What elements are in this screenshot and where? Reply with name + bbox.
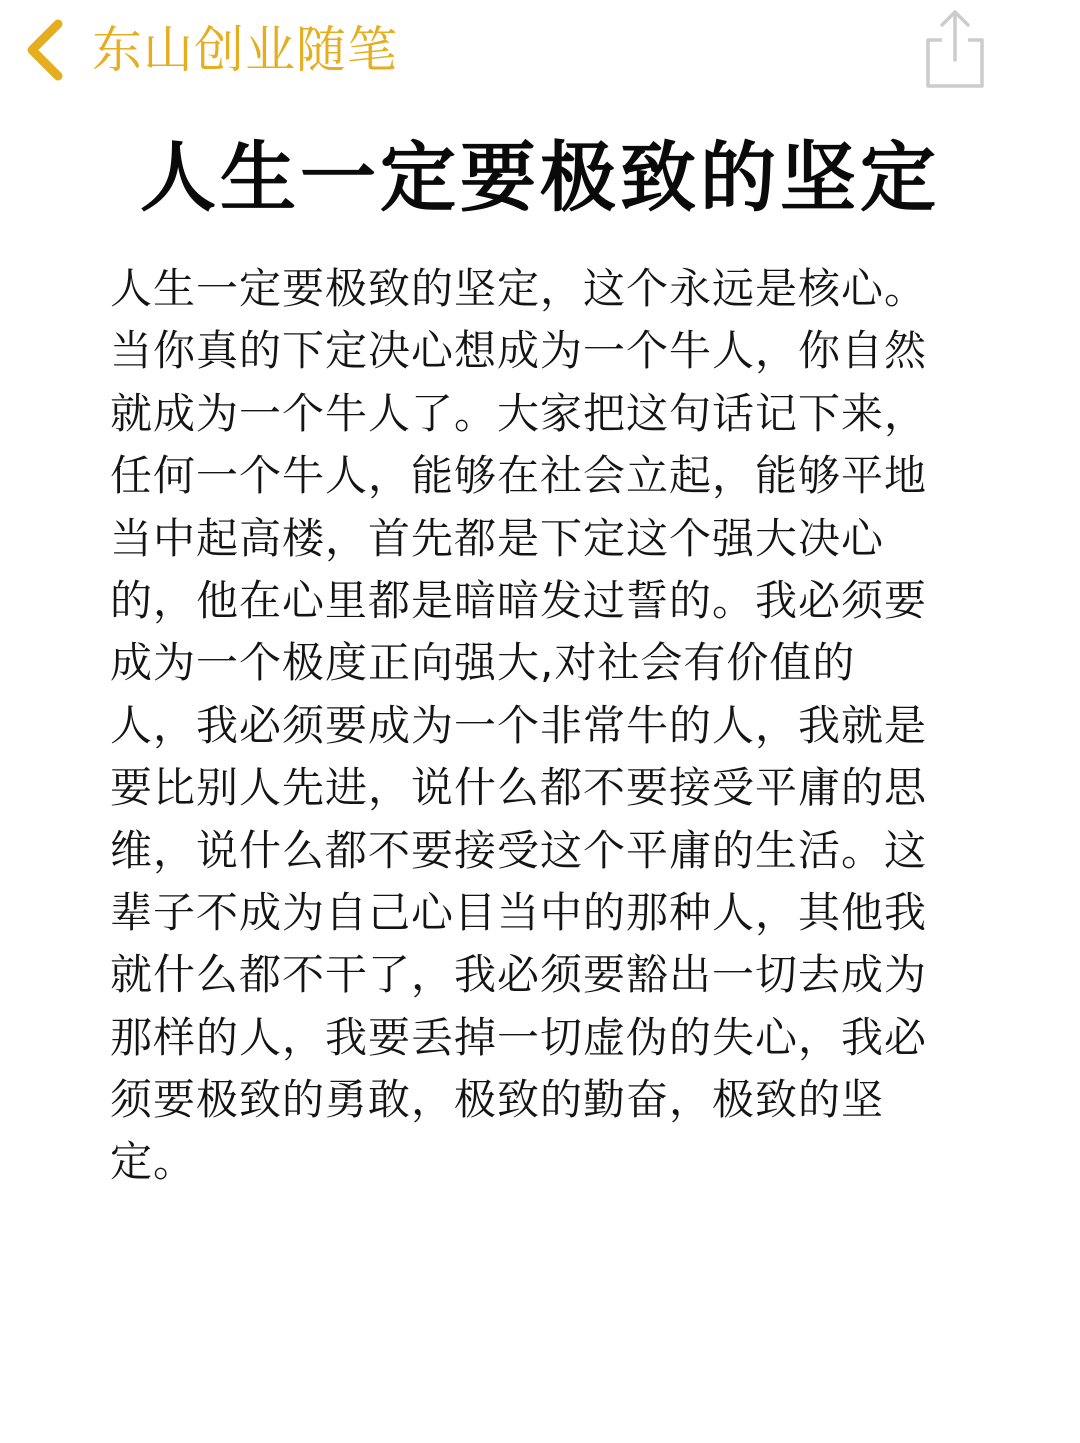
nav-bar — [0, 0, 1080, 100]
chevron-left-icon — [22, 18, 66, 82]
body-line: 当你真的下定决心想成为一个牛人，你自然 — [110, 326, 928, 376]
body-line: 辈子不成为自己心目当中的那种人，其他我 — [110, 887, 928, 937]
body-line: 就什么都不干了，我必须要豁出一切去成为 — [110, 950, 928, 1000]
body-line: 定。 — [110, 1137, 197, 1187]
back-label: 东山创业随笔 — [92, 21, 398, 79]
body-line: 成为一个极度正向强大,对社会有价值的 — [110, 638, 856, 688]
body-line: 人生一定要极致的坚定，这个永远是核心。 — [110, 264, 928, 313]
body-line: 维，说什么都不要接受这个平庸的生活。这 — [110, 825, 928, 875]
body-line: 当中起高楼，首先都是下定这个强大决心 — [110, 513, 885, 563]
body-line: 任何一个牛人，能够在社会立起，能够平地 — [110, 451, 928, 501]
body-line: 须要极致的勇敢，极致的勤奋，极致的坚 — [110, 1075, 885, 1125]
body-line: 要比别人先进，说什么都不要接受平庸的思 — [110, 763, 928, 813]
share-button[interactable] — [918, 6, 990, 92]
article-body — [110, 258, 970, 1194]
body-line: 的，他在心里都是暗暗发过誓的。我必须要 — [110, 575, 928, 625]
body-line: 那样的人，我要丢掉一切虚伪的失心，我必 — [110, 1012, 928, 1062]
body-line: 就成为一个牛人了。大家把这句话记下来， — [110, 388, 928, 438]
back-button[interactable] — [22, 14, 398, 86]
body-line: 人，我必须要成为一个非常牛的人，我就是 — [110, 700, 928, 750]
article-title: 人生一定要极致的坚定 — [140, 133, 940, 222]
share-icon — [918, 6, 990, 92]
